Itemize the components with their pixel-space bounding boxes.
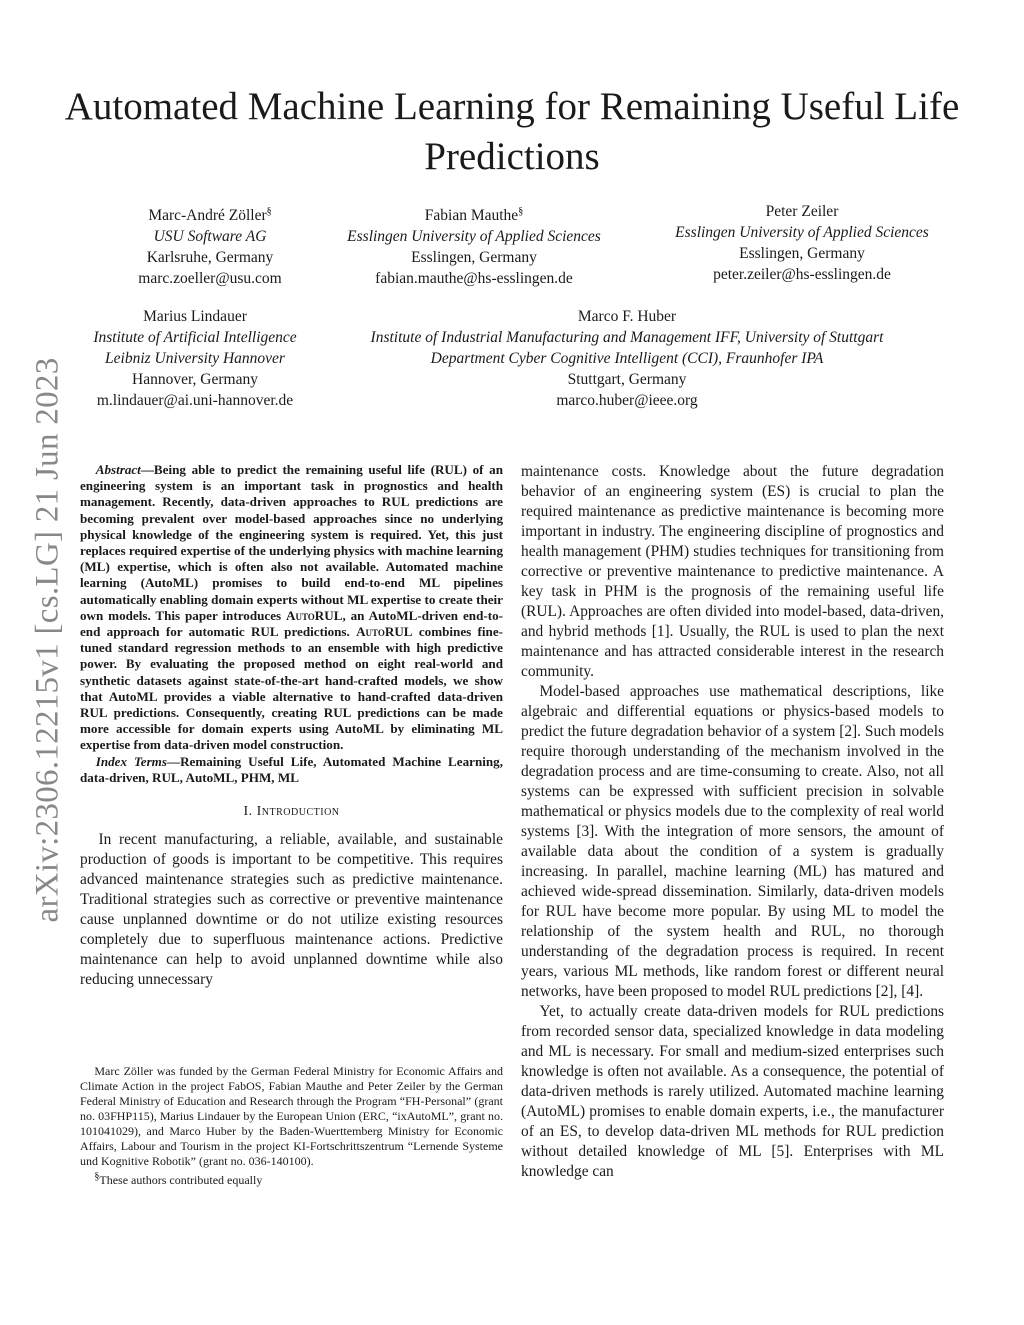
author-block xyxy=(80,306,310,411)
method-name: AutoRUL xyxy=(286,607,343,623)
author-affiliation-secondary: Department Cyber Cognitive Intelligent (CCI), Fraunhofer IPA xyxy=(430,350,824,367)
author-location: Karlsruhe, Germany xyxy=(146,249,274,267)
index-terms-label: Index Terms xyxy=(95,753,167,769)
section-heading: I. Introduction xyxy=(243,804,340,820)
index-terms: Index Terms—Remaining Useful Life, Automated Machine Learning, data-driven, RUL, AutoML, PHM, ML xyxy=(80,753,503,785)
funding-note: Marc Zöller was funded by the German Federal Ministry for Economic Affairs and Climate Action in the project FabOS, Fabian Mauthe and Peter Zeiler by the German Federal Ministry of Education and Research through the Program “FH-Personal” (grant no. 03FHP115), Marius Lindauer by the European Union (ERC, “ixAutoML”, grant no. 101041029), and Marco Huber by the Baden-Wuerttemberg Ministry for Economic Affairs, Labour and Tourism in the project KI-Fortschrittszentrum “Lernende Systeme und Kognitive Robotik” (grant no. 036-140100). xyxy=(80,1064,503,1168)
author-block xyxy=(324,201,624,289)
equal-contribution-note: §These authors contributed equally xyxy=(94,1171,263,1187)
author-block xyxy=(330,306,924,411)
author-affiliation: USU Software AG xyxy=(153,228,267,246)
left-column xyxy=(80,462,503,990)
footnote xyxy=(80,1064,503,1188)
body-paragraph: Yet, to actually create data-driven models for RUL predictions from recorded sensor data, specialized knowledge in data modeling and ML is necessary. For small and medium-sized enterprises such knowledge is often not available. As a consequence, the potential of data-driven methods is rarely utilized. Automated machine learning (AutoML) promises to enable domain experts, i.e., the manufacturer of an ES, to develop data-driven ML methods for RUL prediction without detailed knowledge of ML [5]. Enterprises with ML knowledge can xyxy=(521,1003,944,1180)
author-email: m.lindauer@ai.uni-hannover.de xyxy=(96,392,294,409)
author-name: Peter Zeiler xyxy=(765,203,839,220)
author-email: peter.zeiler@hs-esslingen.de xyxy=(713,266,891,283)
body-paragraph: Model-based approaches use mathematical descriptions, like algebraic and differential equations or physics-based models to predict the future degradation behavior of a system [2]. Such models require thorough understanding of the mechanism involved in the degradation process and are time-consuming to create. Also, not all systems can be expressed with sufficient precision in solvable mathematical or physics models due to the complexity of real world systems [3]. With the integration of more sensors, the amount of available data about the condition of a system is gradually increasing. In parallel, machine learning (ML) has matured and achieved wide-spread dissemination. Similarly, data-driven models for RUL have become more popular. By using ML to model the relationship of the system health and RUL, no thorough understanding of the degradation process is required. In recent years, various ML methods, like random forest or different neural networks, have been proposed to model RUL predictions [2], [4]. xyxy=(521,683,944,1000)
author-location: Hannover, Germany xyxy=(132,371,258,388)
author-affiliation: Esslingen University of Applied Sciences xyxy=(675,224,929,241)
author-name: Marc-André Zöller xyxy=(148,207,267,225)
author-block xyxy=(115,201,305,289)
author-affiliation-secondary: Leibniz University Hannover xyxy=(105,350,285,367)
paper-title: Automated Machine Learning for Remaining Useful Life Predictions xyxy=(64,85,960,178)
body-paragraph: maintenance costs. Knowledge about the future degradation behavior of an engineering system (ES) is crucial to plan the required maintenance as predictive maintenance is becoming more important in industry. The engineering discipline of prognostics and health management (PHM) studies techniques for transitioning from corrective or preventive maintenance to predictive maintenance. A key task in PHM is the prognosis of the remaining useful life (RUL). Approaches are often divided into model-based, data-driven, and hybrid methods [1]. Usually, the RUL is used to plan the next maintenance and has attracted considerable interest in the research community. xyxy=(521,463,944,680)
author-affiliation: Institute of Artificial Intelligence xyxy=(93,329,297,346)
equal-contribution-mark: § xyxy=(266,206,272,217)
author-block xyxy=(652,201,952,285)
author-location: Stuttgart, Germany xyxy=(567,371,687,388)
right-column xyxy=(521,462,944,1182)
author-name: Fabian Mauthe xyxy=(424,207,519,225)
abstract: Abstract—Being able to predict the remaining useful life (RUL) of an engineering system is an important task in prognostics and health management. Recently, data-driven approaches to RUL predictions are becoming prevalent over model-based approaches since no underlying physical knowledge of the engineering system is required. Yet, this just replaces required expertise of the underlying physics with machine learning (ML) expertise, which is often also not available. Automated machine learning (AutoML) promises to build end-to-end ML pipelines automatically enabling domain experts without ML expertise to create their own models. This paper introduces AutoRUL, an AutoML-driven end-to-end approach for automatic RUL predictions. AutoRUL combines fine-tuned standard regression methods to an ensemble with high predictive power. By evaluating the proposed method on eight real-world and synthetic datasets against state-of-the-art hand-crafted models, we show that AutoML provides a viable alternative to hand-crafted data-driven RUL predictions. Consequently, creating RUL predictions can be made more accessible for domain experts using AutoML by eliminating ML expertise from data-driven model construction. xyxy=(80,462,503,753)
author-affiliation: Institute of Industrial Manufacturing and Management IFF, University of Stuttgart xyxy=(370,329,884,346)
author-email: marco.huber@ieee.org xyxy=(556,392,698,409)
author-name: Marco F. Huber xyxy=(577,308,677,325)
author-name: Marius Lindauer xyxy=(143,308,247,325)
equal-contribution-mark: § xyxy=(518,206,524,217)
abstract-label: Abstract xyxy=(95,462,141,477)
author-affiliation: Esslingen University of Applied Sciences xyxy=(347,228,601,246)
arxiv-stamp: arXiv:2306.12215v1 [cs.LG] 21 Jun 2023 xyxy=(29,357,66,923)
author-email: marc.zoeller@usu.com xyxy=(138,270,282,288)
method-name: AutoRUL xyxy=(356,624,413,640)
body-paragraph: In recent manufacturing, a reliable, available, and sustainable production of goods is important to be competitive. This requires advanced maintenance strategies such as predictive maintenance. Traditional strategies such as corrective or preventive maintenance cause unplanned downtime or do not utilize existing resources completely due to superfluous maintenance actions. Predictive maintenance can help to avoid unplanned downtime while also reducing unnecessary xyxy=(80,831,503,989)
author-email: fabian.mauthe@hs-esslingen.de xyxy=(375,270,573,288)
author-location: Esslingen, Germany xyxy=(411,249,537,267)
left-body-text xyxy=(80,830,503,990)
author-location: Esslingen, Germany xyxy=(739,245,865,262)
